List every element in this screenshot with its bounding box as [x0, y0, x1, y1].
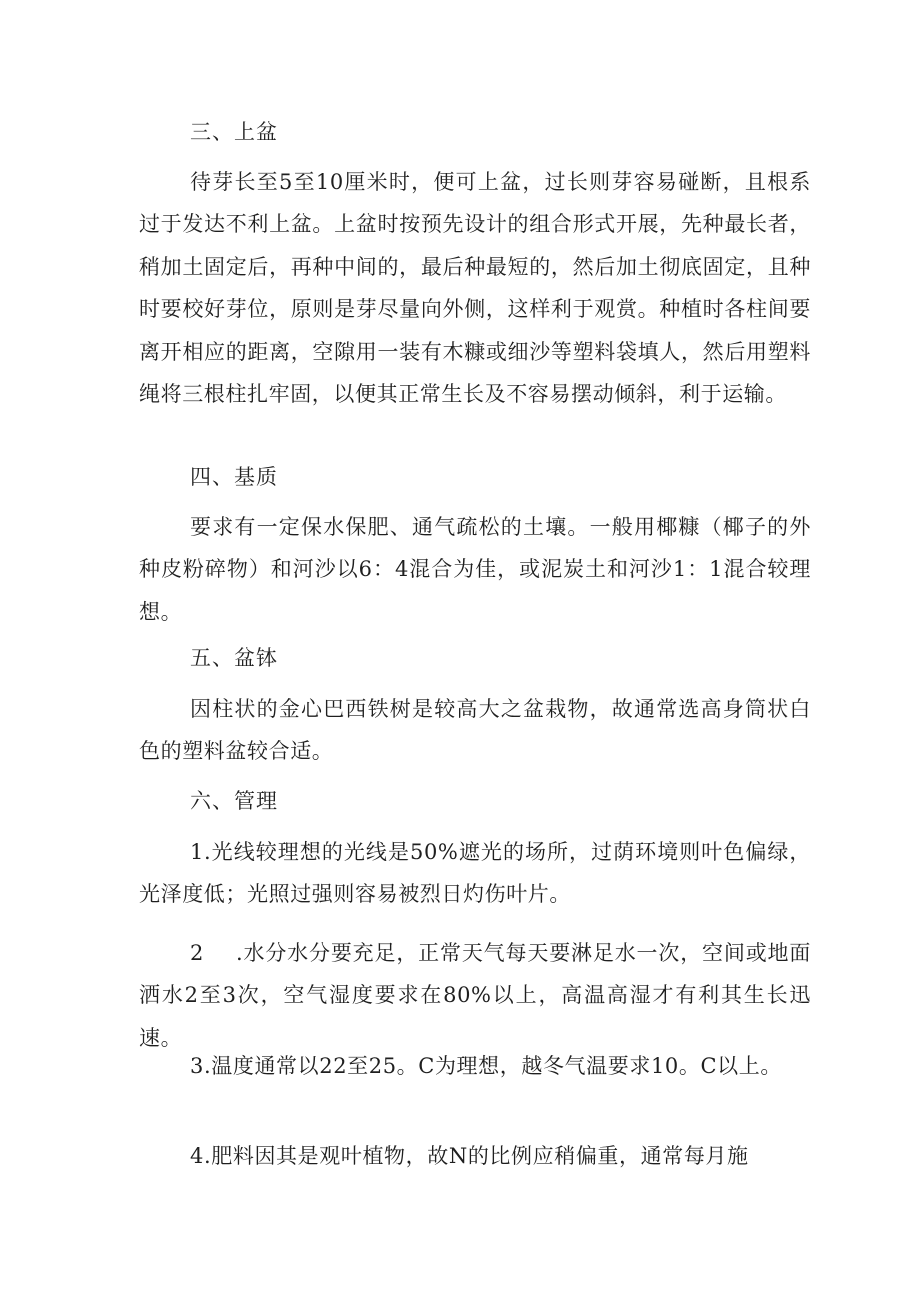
section-heading-3: 三、上盆: [190, 120, 278, 144]
section-heading-5: 五、盆钵: [190, 646, 278, 670]
section-3-paragraph: 待芽长至5至10厘米时，便可上盆，过长则芽容易碰断，且根系过于发达不利上盆。上盆时按预先设计的组合形式开展，先种最长者，稍加土固定后，再种中间的，最后种最短的，然后加土彻底固定，且种时要校好芽位，原则是芽尽量向外侧，这样利于观赏。种植时各柱间要离开相应的距离，空隙用一装有木糠或细沙等塑料袋填人，然后用塑料绳将三根柱扎牢固，以便其正常生长及不容易摆动倾斜，利于运输。: [139, 170, 811, 407]
section-heading-4: 四、基质: [190, 465, 278, 489]
item-text: .光线较理想的光线是50%遮光的场所，过荫环境则叶色偏绿，光泽度低；光照过强则容易被烈日灼伤叶片。: [139, 840, 811, 907]
item-number: 1: [190, 840, 204, 864]
section-4-paragraph: 要求有一定保水保肥、通气疏松的土壤。一般用椰糠（椰子的外种皮粉碎物）和河沙以6：4混合为佳，或泥炭土和河沙1：1混合较理想。: [139, 515, 811, 624]
item-number: 2: [190, 941, 204, 965]
section-5-paragraph: 因柱状的金心巴西铁树是较高大之盆栽物，故通常选高身筒状白色的塑料盆较合适。: [139, 697, 811, 764]
item-number: 4: [190, 1144, 204, 1168]
item-text: .温度通常以22至25。C为理想，越冬气温要求10。C以上。: [203, 1054, 782, 1078]
management-item-3: [139, 1045, 811, 1087]
item-text: .水分水分要充足，正常天气每天要淋足水一次，空间或地面洒水2至3次，空气湿度要求在80%以上，高温高湿才有利其生长迅速。: [139, 941, 811, 1050]
management-item-4: [139, 1135, 811, 1177]
item-number: 3: [190, 1054, 204, 1078]
management-item-1: [139, 831, 811, 916]
item-text: .肥料因其是观叶植物，故N的比例应稍偏重，通常每月施: [203, 1144, 749, 1168]
section-heading-6: 六、管理: [190, 789, 278, 813]
management-item-2: [139, 932, 811, 1059]
